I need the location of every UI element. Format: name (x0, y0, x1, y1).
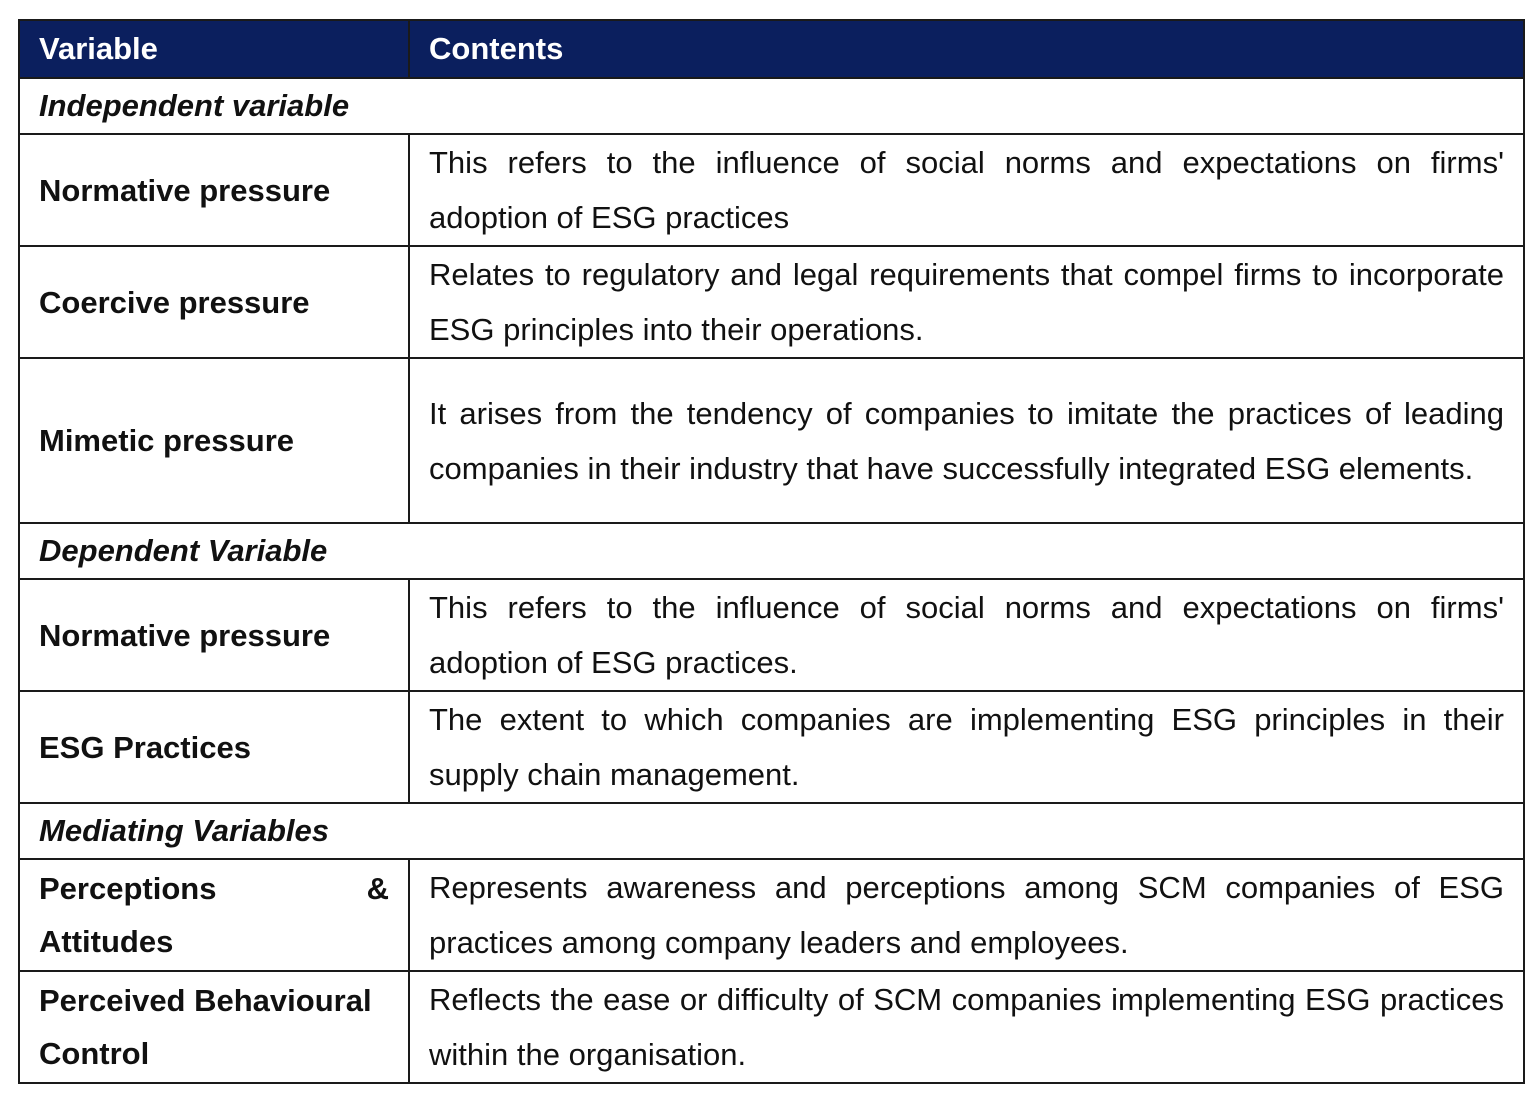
variable-name: Mimetic pressure (19, 358, 409, 523)
variable-name: ESG Practices (19, 691, 409, 803)
variable-contents: Represents awareness and perceptions among SCM companies of ESG practices among company leaders and employees. (409, 859, 1524, 971)
variable-name: Coercive pressure (19, 246, 409, 358)
variable-name: Normative pressure (19, 134, 409, 246)
section-row (19, 78, 1524, 134)
table-row (19, 859, 1524, 971)
table-row (19, 579, 1524, 691)
table-row (19, 358, 1524, 523)
section-title-independent: Independent variable (19, 78, 1524, 134)
section-title-dependent: Dependent Variable (19, 523, 1524, 579)
table-row (19, 246, 1524, 358)
table-row (19, 971, 1524, 1083)
variable-name: Normative pressure (19, 579, 409, 691)
section-title-mediating: Mediating Variables (19, 803, 1524, 859)
variable-name-part2: & (366, 871, 389, 906)
variables-table (18, 19, 1525, 1084)
variable-contents: This refers to the influence of social norms and expectations on firms' adoption of ESG practices. (409, 579, 1524, 691)
variable-contents: It arises from the tendency of companies to imitate the practices of leading companies in their industry that have successfully integrated ESG elements. (409, 358, 1524, 523)
table-row (19, 691, 1524, 803)
variable-name-line1 (39, 862, 389, 915)
table-row (19, 134, 1524, 246)
variable-contents: Reflects the ease or difficulty of SCM companies implementing ESG practices within the organisation. (409, 971, 1524, 1083)
header-variable: Variable (19, 20, 409, 78)
variable-name-part3: Attitudes (39, 924, 174, 959)
variable-contents: Relates to regulatory and legal requirements that compel firms to incorporate ESG principles into their operations. (409, 246, 1524, 358)
table-header-row (19, 20, 1524, 78)
variable-name-part1: Perceptions (39, 871, 217, 906)
header-contents: Contents (409, 20, 1524, 78)
variable-name: Perceived Behavioural Control (19, 971, 409, 1083)
variable-contents: The extent to which companies are implementing ESG principles in their supply chain management. (409, 691, 1524, 803)
variable-contents: This refers to the influence of social norms and expectations on firms' adoption of ESG practices (409, 134, 1524, 246)
section-row (19, 803, 1524, 859)
section-row (19, 523, 1524, 579)
variable-name (19, 859, 409, 971)
